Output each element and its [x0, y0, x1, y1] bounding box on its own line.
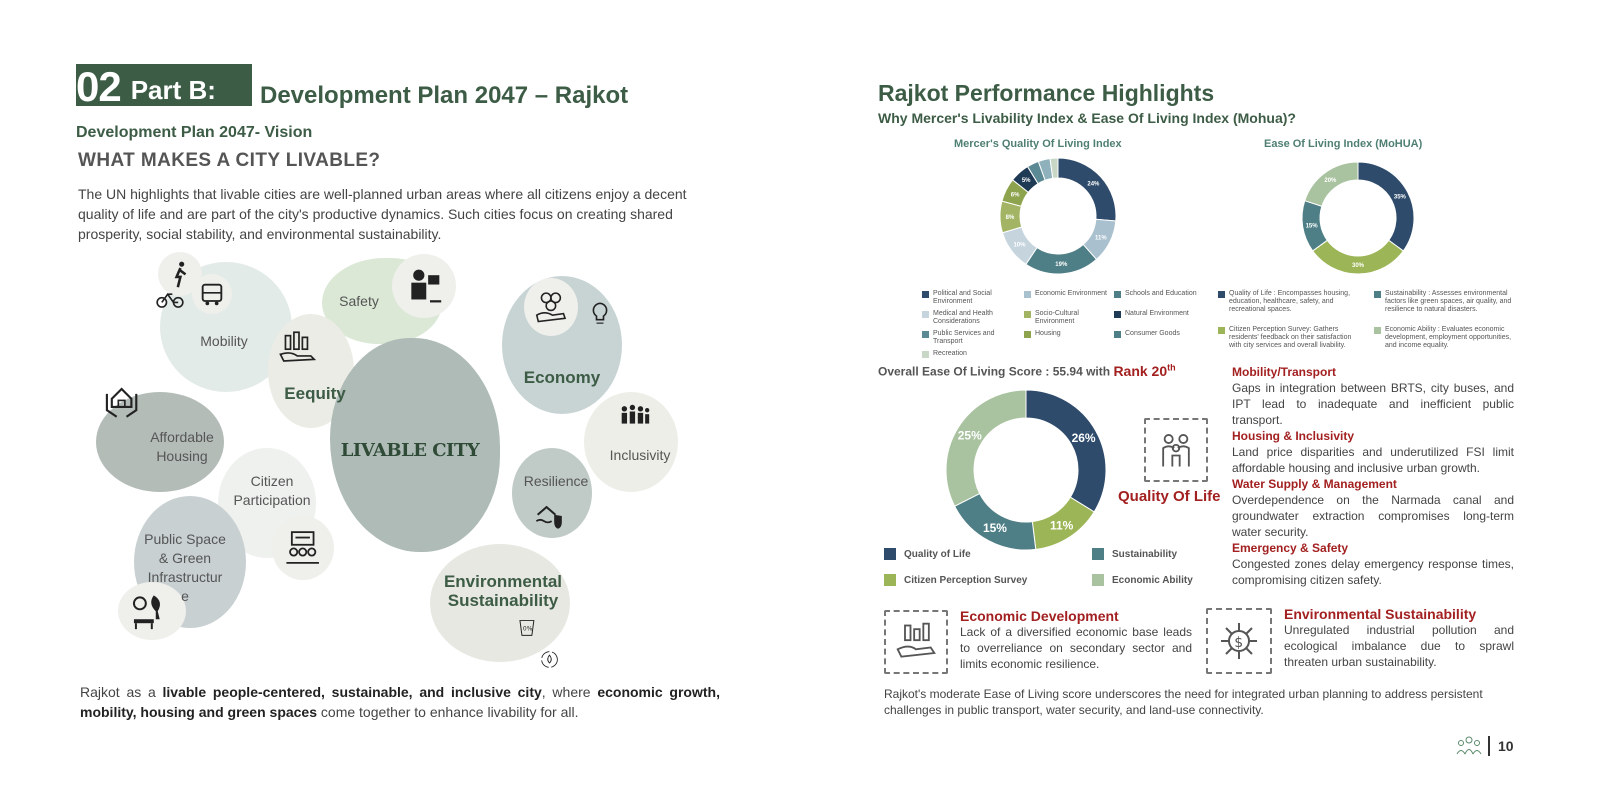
- slice-label: 20%: [1324, 177, 1337, 184]
- legend-item: Recreation: [922, 350, 1018, 358]
- performance-title: Rajkot Performance Highlights: [878, 80, 1215, 106]
- bicycle-icon: [150, 282, 190, 316]
- issues-list: [1232, 364, 1514, 588]
- vision-subtitle: Development Plan 2047- Vision: [76, 124, 313, 141]
- slice-label: 8%: [1005, 214, 1015, 221]
- right-footer-statement: Rajkot's moderate Ease of Living score underscores the need for integrated urban planning to address persistent challenges in public transport, water security, and land-use connectivity.: [884, 687, 1483, 717]
- donut-slice: [946, 390, 1026, 506]
- big-legend-item: Quality of Life: [884, 548, 971, 560]
- slice-label: 26%: [1071, 430, 1096, 445]
- legend-item: Socio-Cultural Environment: [1024, 310, 1120, 326]
- donut-slice: [1058, 158, 1116, 221]
- section-number: 02: [76, 64, 121, 106]
- police-safety-icon: [392, 254, 456, 318]
- house-hands-icon: [94, 368, 150, 432]
- legend-item: Schools and Education: [1114, 290, 1210, 298]
- legend-item: Public Services and Transport: [922, 330, 1018, 346]
- mercer-donut-chart: [996, 154, 1120, 278]
- legend-item: Quality of Life : Encompasses housing, education, healthcare, safety, and recreational spaces.: [1218, 290, 1358, 314]
- issue-item: Water Supply & Management Overdependence on the Narmada canal and groundwater extraction compromises long-term water security.: [1232, 477, 1514, 539]
- water-drop-recycle-icon: [534, 644, 564, 674]
- issue-item: Emergency & Safety Congested zones delay emergency response times, compromising citizen safety.: [1232, 541, 1514, 587]
- legend-item: Economic Environment: [1024, 290, 1120, 298]
- meeting-icon: [272, 516, 334, 580]
- affordable-housing-label: Affordable Housing: [150, 429, 214, 464]
- flood-house-shield-icon: [526, 496, 572, 536]
- resilience-label: Resilience: [523, 473, 589, 489]
- big-legend-item: Economic Ability: [1092, 574, 1193, 586]
- safety-label: Safety: [339, 293, 379, 309]
- legend-item: Political and Social Environment: [922, 290, 1018, 306]
- page-title: Development Plan 2047 – Rajkot: [260, 82, 629, 109]
- bus-icon: [192, 274, 232, 314]
- eol-chart-caption: Ease Of Living Index (MoHUA): [1264, 138, 1423, 150]
- slice-label: 11%: [1050, 518, 1074, 533]
- section-badge: [76, 64, 252, 106]
- slice-label: 19%: [1055, 261, 1068, 268]
- bar-chart-hand-icon: [268, 322, 326, 372]
- section-part: Part B:: [130, 75, 216, 105]
- performance-subtitle: Why Mercer's Livability Index & Ease Of Living Index (Mohua)?: [878, 110, 1296, 126]
- legend-item: Medical and Health Considerations: [922, 310, 1018, 326]
- slice-label: 30%: [1351, 263, 1365, 269]
- legend-item: Citizen Perception Survey: Gathers residents' feedback on their satisfaction with city services and overall livability.: [1218, 326, 1358, 350]
- family-icon: [1144, 418, 1208, 482]
- slice-label: 15%: [982, 521, 1007, 536]
- issue-item: Housing & Inclusivity Land price disparities and underutilized FSI limit affordable housing and inclusive urban growth.: [1232, 429, 1514, 475]
- money-hand-icon: [524, 278, 578, 336]
- big-legend-item: Citizen Perception Survey: [884, 574, 1027, 586]
- slice-label: 10%: [1013, 242, 1026, 249]
- svg-text:0%: 0%: [523, 624, 533, 632]
- legend-item: Natural Environment: [1114, 310, 1210, 318]
- equity-label: Eequity: [284, 384, 346, 403]
- overall-score: Overall Ease Of Living Score : 55.94 with Rank 20th: [878, 362, 1176, 379]
- economic-hand-icon: [884, 610, 948, 674]
- slice-label: 24%: [1087, 181, 1100, 188]
- inclusivity-label: Inclusivity: [609, 447, 671, 463]
- sustainability-network-icon: [1206, 608, 1272, 674]
- big-legend-item: Sustainability: [1092, 548, 1177, 560]
- slice-label: 25%: [957, 428, 982, 443]
- left-footer-statement: Rajkot as a livable people-centered, sustainable, and inclusive city, where economic growth, mobility, housing and green spaces come together to enhance livability for all.: [80, 684, 720, 720]
- recycle-bin-icon: [510, 612, 544, 642]
- page-divider: [1488, 736, 1490, 756]
- quality-of-life-label: Quality Of Life: [1118, 488, 1221, 505]
- slice-label: 11%: [1095, 235, 1107, 242]
- environmental-sustainability-block: Environmental Sustainability Unregulated industrial pollution and ecological imbalance due to sprawl threaten urban sustainability.: [1284, 606, 1514, 669]
- donut-slice: [1026, 390, 1106, 512]
- mercer-chart-caption: Mercer's Quality Of Living Index: [954, 138, 1122, 150]
- people-group-icon: [612, 398, 658, 430]
- legend-item: Housing: [1024, 330, 1120, 338]
- ease-of-living-donut-chart: [944, 388, 1108, 552]
- rank-badge: Rank 20th: [1113, 362, 1176, 379]
- livable-city-label: LIVABLE CITY: [340, 440, 480, 461]
- donut-slice: [1305, 162, 1358, 206]
- mobility-label: Mobility: [200, 333, 248, 349]
- citizen-participation-label: Citizen Participation: [233, 473, 311, 508]
- legend-item: Economic Ability : Evaluates economic development, employment opportunities, and income equality.: [1374, 326, 1514, 350]
- eol-donut-chart: [1298, 158, 1418, 278]
- public-space-label: Public Space & Green Infrastructur e: [144, 531, 226, 604]
- issue-item: Mobility/Transport Gaps in integration between BRTS, city buses, and IPT lead to inadequate and inefficient public transport.: [1232, 365, 1514, 427]
- svg-text:$: $: [1234, 635, 1244, 651]
- lightbulb-icon: [580, 290, 620, 338]
- livable-question-heading: WHAT MAKES A CITY LIVABLE?: [78, 150, 381, 171]
- community-logo-icon: [1454, 734, 1484, 756]
- economic-development-block: Economic Development Lack of a diversified economic base leads to overreliance on secondary sector and limits economic resilience.: [960, 608, 1192, 671]
- donut-slice: [1358, 162, 1414, 251]
- economy-label: Economy: [523, 368, 601, 387]
- slice-label: 6%: [1010, 192, 1020, 199]
- page-number: 10: [1498, 738, 1514, 754]
- environmental-sustainability-label: Environmental Sustainability: [443, 572, 563, 610]
- slice-label: 5%: [1021, 178, 1031, 185]
- slice-label: 35%: [1393, 194, 1406, 201]
- legend-item: Consumer Goods: [1114, 330, 1210, 338]
- intro-paragraph: The UN highlights that livable cities are well-planned urban areas where all citizens enjoy a decent quality of life and are part of the city's productive dynamics. Such cities focus on creating shared prosperity, social stability, and environmental sustainability.: [78, 186, 687, 242]
- slice-label: 15%: [1305, 223, 1318, 230]
- legend-item: Sustainability : Assesses environmental factors like green spaces, air quality, and resilience to natural disasters.: [1374, 290, 1514, 314]
